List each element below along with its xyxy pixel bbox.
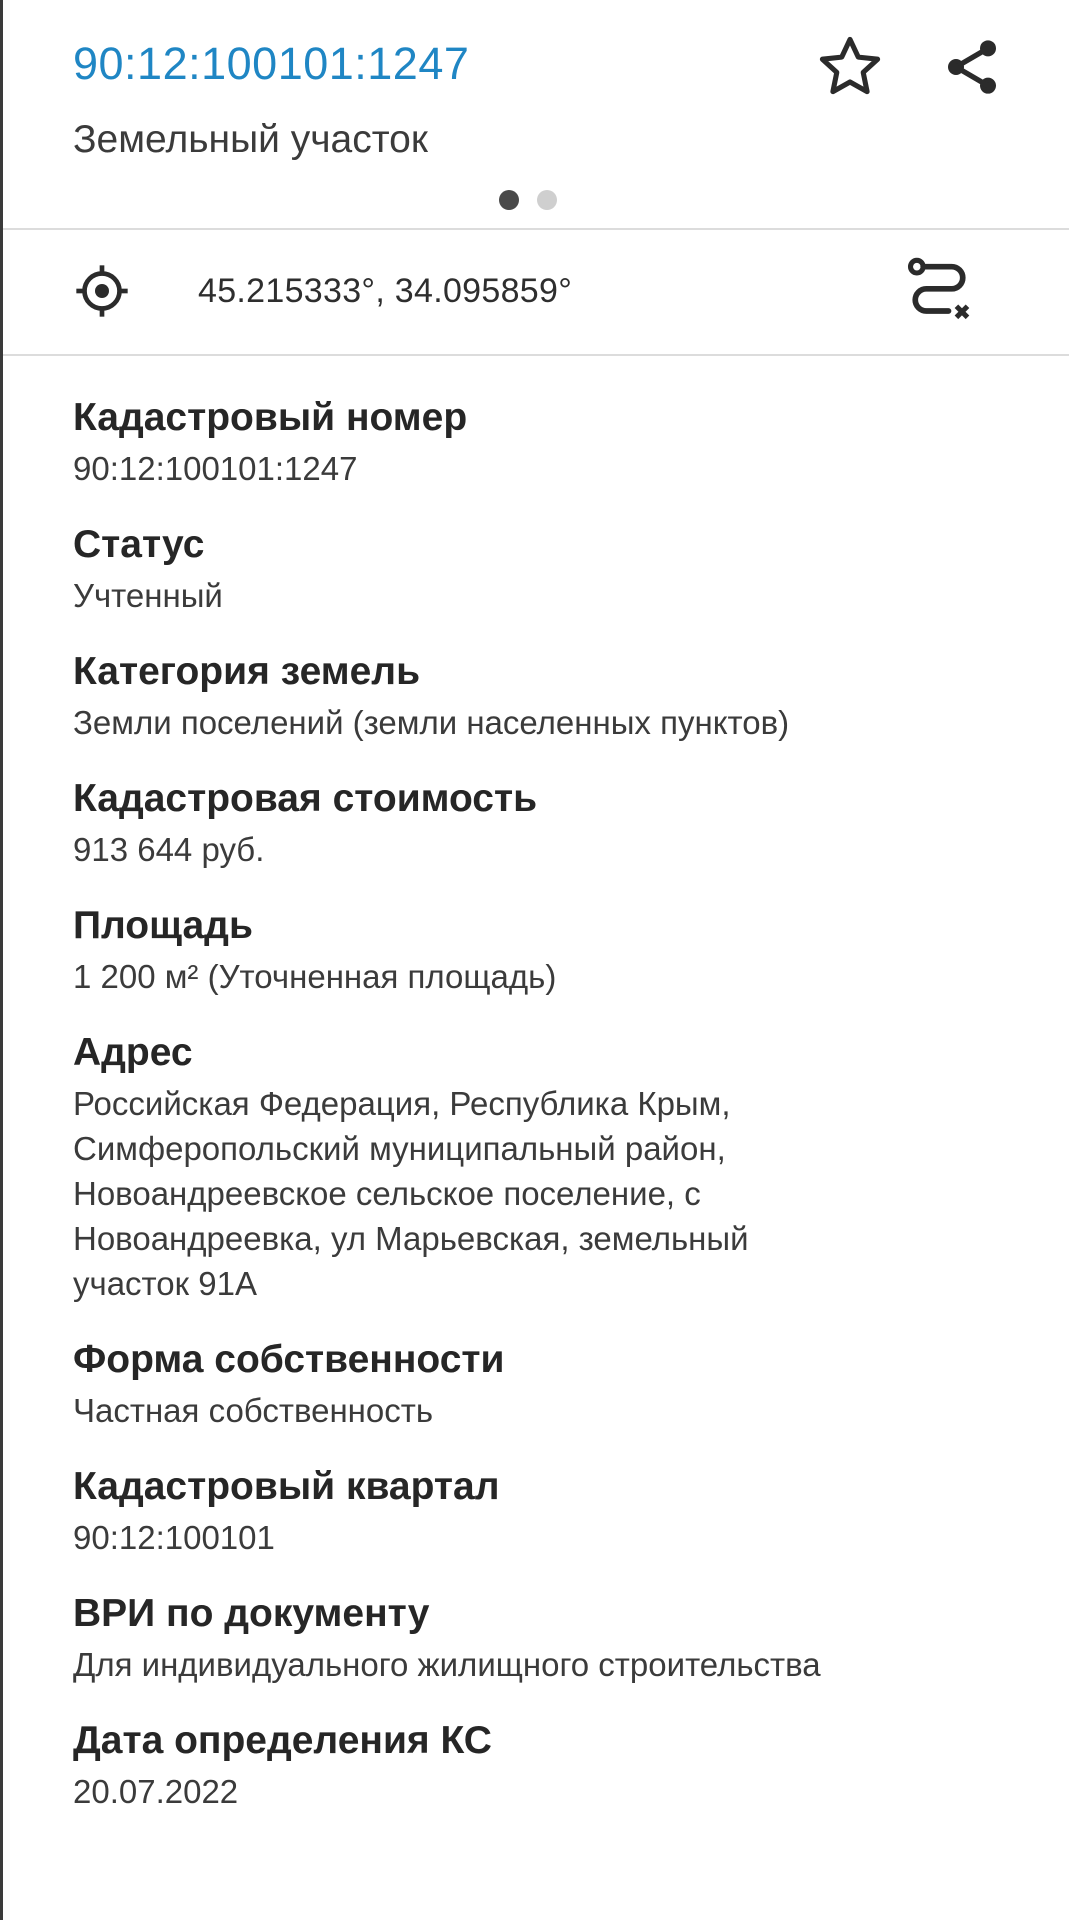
field-label: Форма собственности [73,1338,505,1381]
field-ownership-form [73,1334,1033,1433]
favorite-button[interactable] [811,28,889,106]
field-cadastral-quarter [73,1461,1033,1560]
field-valuation-date [73,1715,1033,1814]
field-value: Земли поселений (земли населенных пунктов) [73,704,790,741]
field-cadastral-value [73,773,1033,872]
field-value: 90:12:100101 [73,1519,275,1556]
cadastral-number-title[interactable]: 90:12:100101:1247 [73,38,470,89]
locate-button[interactable] [69,258,135,324]
field-value: 90:12:100101:1247 [73,450,358,487]
route-clear-icon [901,254,977,330]
field-cadastral-number [73,392,1033,491]
field-value: Частная собственность [73,1392,434,1429]
field-label: Дата определения КС [73,1719,492,1762]
field-permitted-use [73,1588,1033,1687]
coordinates-text[interactable]: 45.215333°, 34.095859° [198,272,573,310]
share-icon [940,35,1004,99]
route-button[interactable] [899,252,979,332]
page-dot-active[interactable] [499,190,519,210]
star-outline-icon [814,31,886,103]
field-label: Категория земель [73,650,421,693]
field-label: Кадастровый номер [73,396,468,439]
field-land-category [73,646,1033,745]
field-address [73,1027,1033,1306]
field-value: Для индивидуального жилищного строительства [73,1646,821,1683]
page-indicator [499,190,557,210]
field-value: 20.07.2022 [73,1773,239,1810]
crosshair-icon [74,263,130,319]
field-label: Площадь [73,904,253,947]
field-value: Российская Федерация, Республика Крым, Симферопольский муниципальный район, Новоандреевское сельское поселение, с Новоандреевка, ул Марьевская, земельный участок 91А [73,1085,749,1302]
field-value: 1 200 м² (Уточненная площадь) [73,958,557,995]
share-button[interactable] [933,28,1011,106]
field-label: ВРИ по документу [73,1592,430,1635]
field-label: Статус [73,523,205,566]
attribute-list [73,392,1033,1842]
field-value: 913 644 руб. [73,831,265,868]
page-dot[interactable] [537,190,557,210]
object-type-subtitle: Земельный участок [73,118,428,161]
field-status [73,519,1033,618]
field-label: Кадастровый квартал [73,1465,500,1508]
coordinates-bar [3,230,1069,356]
card-header [3,0,1069,230]
field-label: Кадастровая стоимость [73,777,538,820]
field-area [73,900,1033,999]
field-value: Учтенный [73,577,223,614]
field-label: Адрес [73,1031,193,1074]
